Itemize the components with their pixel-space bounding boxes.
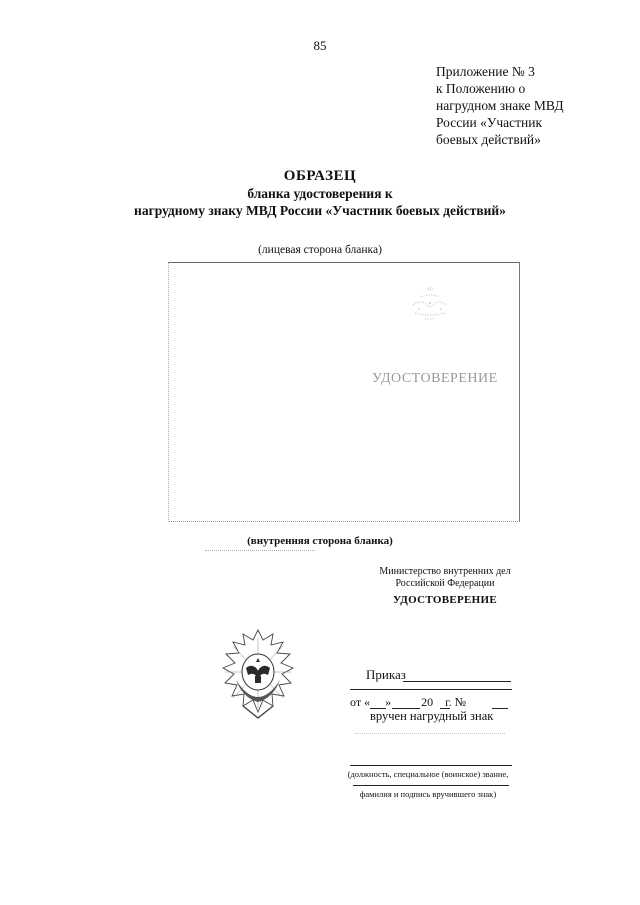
appendix-reference: [436, 63, 626, 148]
inner-title: УДОСТОВЕРЕНИЕ: [393, 594, 497, 606]
order-number-blank: [492, 708, 508, 709]
signer-caption: фамилия и подпись вручившего знак): [359, 789, 497, 799]
badge-holder-line: [355, 733, 505, 734]
inner-side-top-edge: [205, 550, 315, 551]
front-cover-title: УДОСТОВЕРЕНИЕ: [372, 371, 498, 386]
front-side-blank: [168, 262, 520, 522]
awarded-text: вручен нагрудный знак: [370, 709, 494, 723]
inner-side-caption: (внутренняя сторона бланка): [247, 535, 393, 547]
ministry-line: Российской Федерации: [395, 578, 495, 589]
signer-line: [353, 785, 509, 786]
double-headed-eagle-icon: [405, 283, 455, 323]
page-number: 85: [313, 38, 327, 53]
title-line2: нагрудному знаку МВД России «Участник боевых действий»: [134, 203, 506, 218]
ministry-name: [360, 566, 530, 590]
title-main: ОБРАЗЕЦ: [283, 168, 357, 184]
title-line1: бланка удостоверения к: [247, 186, 393, 201]
order-number-line: [403, 681, 511, 682]
order-line: [350, 689, 512, 690]
appendix-line: России «Участник: [436, 115, 543, 130]
order-label: Приказ: [366, 667, 406, 682]
appendix-line: боевых действий»: [436, 132, 541, 147]
position-rank-caption: (должность, специальное (воинское) звание,: [347, 769, 509, 779]
appendix-line: Приложение № 3: [436, 64, 535, 79]
document-title: [0, 168, 640, 219]
appendix-line: к Положению о: [436, 81, 526, 96]
position-rank-line: [350, 765, 512, 766]
appendix-line: нагрудном знаке МВД: [436, 98, 564, 113]
ministry-line: Министерство внутренних дел: [379, 566, 511, 577]
mvd-emblem-icon: [213, 628, 303, 720]
front-side-caption: (лицевая сторона бланка): [258, 244, 382, 256]
order-date-field: от « » 20 г. №: [350, 695, 467, 709]
